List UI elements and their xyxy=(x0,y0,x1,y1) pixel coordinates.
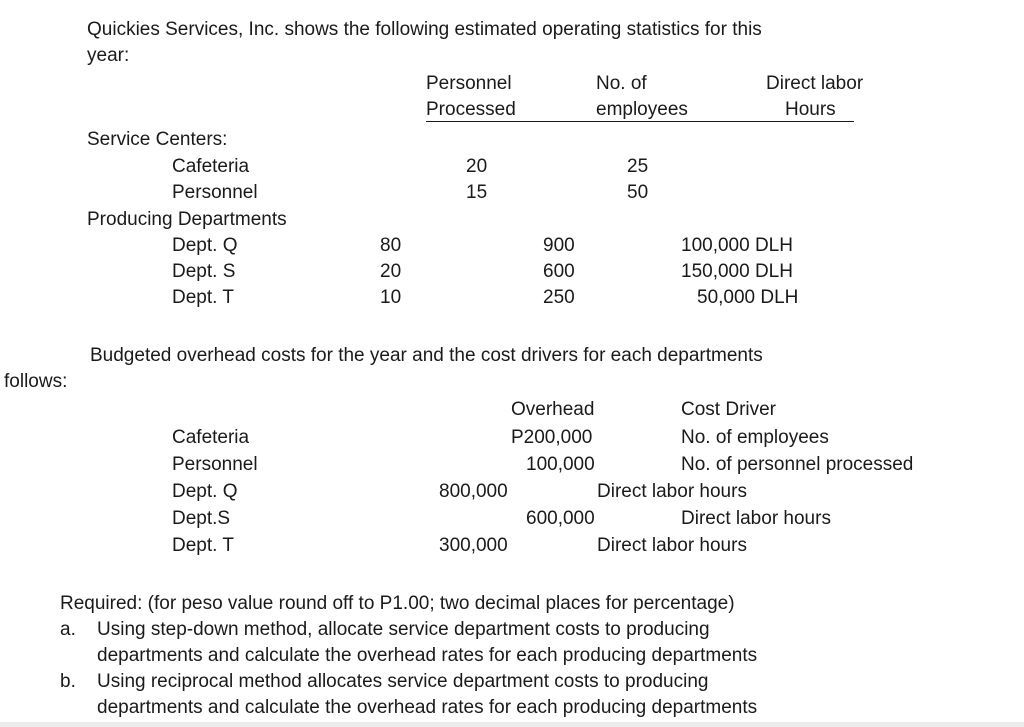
budget-intro-line-1: Budgeted overhead costs for the year and the cost drivers for each departments xyxy=(90,345,763,366)
row-name: Personnel xyxy=(172,182,258,203)
row-overhead: 300,000 xyxy=(439,535,508,556)
list-item-line-1: Using reciprocal method allocates service department costs to producing xyxy=(97,671,709,692)
row-employees: 250 xyxy=(543,287,575,308)
service-centers-label: Service Centers: xyxy=(87,129,228,150)
row-name: Dept. Q xyxy=(172,235,238,256)
row-dept: Dept. Q xyxy=(172,481,238,502)
list-marker: b. xyxy=(60,671,76,692)
row-dept: Personnel xyxy=(172,454,258,475)
row-personnel: 20 xyxy=(466,156,488,177)
row-employees: 900 xyxy=(543,235,575,256)
row-driver: Direct labor hours xyxy=(681,508,831,529)
row-name: Dept. S xyxy=(172,261,236,282)
row-driver: Direct labor hours xyxy=(597,535,747,556)
list-item-line-2: departments and calculate the overhead rates for each producing departments xyxy=(97,645,758,666)
row-driver: No. of employees xyxy=(681,427,829,448)
row-dept: Cafeteria xyxy=(172,427,250,448)
intro-line-1: Quickies Services, Inc. shows the following estimated operating statistics for this xyxy=(87,19,762,40)
header-personnel-line-1: Personnel xyxy=(426,73,512,94)
list-item-line-2: departments and calculate the overhead rates for each producing departments xyxy=(97,697,758,718)
producing-departments-label: Producing Departments xyxy=(87,209,287,230)
row-dept: Dept.S xyxy=(172,508,231,529)
row-dlh: 150,000 DLH xyxy=(681,261,793,282)
row-overhead: 800,000 xyxy=(439,481,508,502)
header-overhead: Overhead xyxy=(511,399,595,420)
row-overhead: 600,000 xyxy=(526,508,595,529)
list-item-line-1: Using step-down method, allocate service department costs to producing xyxy=(97,619,710,640)
row-dept: Dept. T xyxy=(172,535,234,556)
intro-line-2: year: xyxy=(87,45,130,66)
header-employees-line-2: employees xyxy=(596,99,688,120)
row-overhead: 100,000 xyxy=(526,454,595,475)
row-personnel: 20 xyxy=(380,261,402,282)
header-dlh-line-2: Hours xyxy=(785,99,836,120)
required-heading: Required: (for peso value round off to P1.00; two decimal places for percentage) xyxy=(60,593,735,614)
list-marker: a. xyxy=(60,619,76,640)
row-personnel: 15 xyxy=(466,182,488,203)
header-employees-line-1: No. of xyxy=(596,73,647,94)
row-driver: No. of personnel processed xyxy=(681,454,914,475)
row-employees: 50 xyxy=(627,182,649,203)
row-overhead: P200,000 xyxy=(511,427,593,448)
budget-intro-line-2: follows: xyxy=(4,371,68,392)
row-name: Cafeteria xyxy=(172,156,250,177)
row-personnel: 80 xyxy=(380,235,402,256)
row-employees: 25 xyxy=(627,156,649,177)
row-dlh: 100,000 DLH xyxy=(681,235,793,256)
header-personnel-line-2: Processed xyxy=(426,99,516,120)
header-underline xyxy=(426,121,854,122)
row-driver: Direct labor hours xyxy=(597,481,747,502)
row-name: Dept. T xyxy=(172,287,234,308)
bottom-divider xyxy=(0,722,1024,727)
row-employees: 600 xyxy=(543,261,575,282)
row-personnel: 10 xyxy=(380,287,402,308)
header-dlh-line-1: Direct labor xyxy=(766,73,864,94)
header-cost-driver: Cost Driver xyxy=(681,399,777,420)
row-dlh: 50,000 DLH xyxy=(697,287,799,308)
